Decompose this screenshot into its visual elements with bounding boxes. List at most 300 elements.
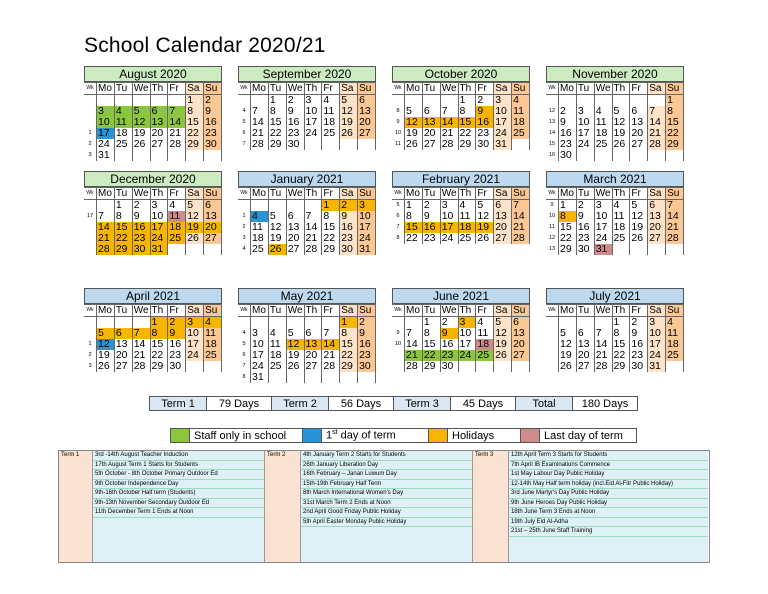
day-cell: 21	[132, 350, 150, 361]
event-item: 9th-16th October Half term (Students)	[93, 489, 264, 499]
month-grid	[238, 187, 376, 255]
week-number: 9	[392, 117, 405, 128]
term-label: Term 3	[473, 451, 509, 562]
day-cell: 3	[186, 317, 204, 329]
day-cell: 10	[150, 211, 168, 222]
day-cell: 10	[494, 106, 512, 117]
week-number	[546, 317, 559, 329]
week-number	[546, 95, 559, 107]
day-cell: 1	[405, 200, 423, 212]
day-cell: 30	[340, 244, 358, 255]
day-header: Tu	[422, 305, 440, 317]
day-cell: 12	[97, 339, 115, 350]
day-cell	[648, 244, 666, 255]
day-cell: 4	[268, 328, 286, 339]
summary-label: Term 3	[394, 397, 451, 411]
day-cell: 12	[340, 106, 358, 117]
month-calendar	[238, 288, 376, 383]
month-grid	[84, 187, 222, 255]
day-cell: 24	[494, 128, 512, 139]
day-cell: 15	[340, 339, 358, 350]
day-header: Su	[512, 188, 530, 200]
day-cell	[97, 200, 115, 212]
day-header: Su	[204, 83, 222, 95]
event-item: 18th June Term 3 Ends at Noon	[509, 508, 708, 518]
day-header: Mo	[251, 305, 269, 317]
day-cell: 7	[405, 328, 423, 339]
day-cell: 30	[630, 361, 648, 372]
week-number: 5	[392, 200, 405, 212]
event-item: 9th October Independence Day	[93, 480, 264, 490]
day-cell: 28	[168, 139, 186, 150]
day-cell: 19	[494, 339, 512, 350]
day-cell	[630, 244, 648, 255]
day-cell: 21	[304, 233, 322, 244]
day-header: Su	[358, 305, 376, 317]
day-cell: 5	[268, 211, 286, 222]
day-cell: 4	[476, 317, 494, 329]
day-cell: 3	[594, 200, 612, 212]
term2-events	[301, 451, 473, 562]
day-header: Fr	[630, 188, 648, 200]
day-cell: 15	[405, 222, 423, 233]
day-cell: 9	[422, 211, 440, 222]
day-cell	[304, 139, 322, 150]
day-cell: 23	[476, 128, 494, 139]
day-cell: 30	[476, 139, 494, 150]
day-cell: 17	[648, 339, 666, 350]
day-cell	[576, 317, 594, 329]
day-cell: 22	[559, 233, 577, 244]
day-cell: 29	[612, 361, 630, 372]
day-cell: 14	[322, 339, 340, 350]
day-cell: 29	[422, 361, 440, 372]
day-cell: 17	[304, 117, 322, 128]
day-cell	[150, 95, 168, 107]
day-cell: 22	[422, 350, 440, 361]
week-number: 1	[84, 128, 97, 139]
day-cell: 11	[512, 106, 530, 117]
day-header: We	[287, 188, 303, 199]
day-cell: 29	[186, 139, 204, 150]
week-number: 3	[84, 361, 97, 372]
day-header: Sa	[494, 83, 512, 95]
day-cell: 27	[576, 361, 594, 372]
week-number: 11	[392, 139, 405, 150]
day-cell: 9	[576, 211, 594, 222]
day-cell: 28	[666, 233, 684, 244]
day-cell: 24	[150, 233, 168, 244]
week-number: 12	[546, 233, 559, 244]
day-cell: 21	[405, 350, 423, 361]
day-cell: 2	[559, 106, 577, 117]
event-item: 3rd -14th August Teacher Induction	[93, 451, 264, 461]
day-cell: 10	[594, 211, 612, 222]
day-cell: 20	[422, 128, 440, 139]
day-header: Th	[304, 188, 322, 200]
day-cell	[168, 150, 186, 161]
day-cell: 11	[168, 211, 186, 222]
week-number: 10	[392, 339, 405, 350]
week-number: 3	[84, 150, 97, 161]
day-header: Th	[612, 188, 630, 200]
day-header: Wk	[238, 305, 251, 317]
day-cell: 15	[268, 117, 286, 128]
day-header: Tu	[422, 83, 440, 95]
week-number	[84, 117, 97, 128]
day-cell: 20	[304, 350, 322, 361]
day-cell	[114, 317, 132, 329]
day-cell: 23	[559, 139, 577, 150]
day-cell: 29	[268, 139, 286, 150]
day-cell	[186, 150, 204, 161]
day-cell: 6	[512, 317, 530, 329]
day-cell: 17	[458, 339, 476, 350]
day-header: Mo	[559, 188, 577, 200]
day-cell: 14	[648, 117, 666, 128]
week-number	[238, 95, 251, 107]
week-number	[546, 361, 559, 372]
day-cell: 10	[186, 328, 204, 339]
day-header: Tu	[268, 305, 286, 317]
day-cell: 9	[440, 328, 458, 339]
day-cell: 19	[559, 350, 577, 361]
day-cell: 5	[405, 106, 423, 117]
day-cell	[630, 95, 648, 107]
week-number: 10	[546, 211, 559, 222]
week-number: 6	[238, 350, 251, 361]
day-cell	[114, 150, 132, 161]
day-cell: 1	[458, 95, 476, 107]
day-header: Wk	[546, 188, 559, 200]
day-cell	[494, 361, 512, 372]
day-cell: 20	[286, 233, 304, 244]
summary-value: 79 Days	[207, 397, 272, 411]
day-header: Fr	[630, 305, 648, 317]
day-cell: 13	[576, 339, 594, 350]
day-cell	[186, 244, 204, 255]
day-header: Su	[512, 305, 530, 317]
day-cell: 19	[97, 350, 115, 361]
day-cell: 14	[666, 211, 684, 222]
day-cell: 31	[150, 244, 168, 255]
day-cell: 26	[630, 233, 648, 244]
term-label: Term 2	[265, 451, 301, 562]
day-cell: 27	[494, 233, 512, 244]
day-cell: 10	[251, 339, 269, 350]
day-cell	[150, 150, 168, 161]
day-header: Tu	[268, 188, 286, 200]
day-cell: 19	[286, 350, 304, 361]
day-cell: 7	[132, 328, 150, 339]
day-cell: 26	[494, 350, 512, 361]
day-cell: 18	[204, 339, 222, 350]
day-cell: 12	[630, 211, 648, 222]
day-header: Fr	[168, 305, 186, 317]
day-cell: 2	[422, 200, 440, 212]
day-cell: 25	[251, 244, 269, 255]
day-cell: 25	[268, 361, 286, 372]
day-header: Th	[304, 83, 322, 95]
day-cell	[476, 361, 494, 372]
day-cell: 6	[358, 95, 376, 107]
day-cell: 8	[458, 106, 476, 117]
day-cell: 21	[648, 128, 666, 139]
month-title: December 2020	[84, 171, 222, 187]
week-number: 5	[238, 339, 251, 350]
day-cell: 12	[186, 211, 204, 222]
event-item: 21st – 25th June Staff Training	[509, 527, 708, 537]
day-cell: 25	[476, 350, 494, 361]
day-header: Mo	[251, 188, 269, 200]
day-cell	[322, 372, 340, 383]
day-cell	[286, 317, 304, 329]
day-cell	[268, 200, 286, 212]
term1-events	[93, 451, 265, 562]
week-number	[546, 328, 559, 339]
day-cell: 18	[476, 339, 494, 350]
day-cell: 8	[268, 106, 286, 117]
legend-swatch-last-day	[521, 429, 540, 443]
event-item: 17th August Term 1 Starts for Students	[93, 461, 264, 471]
day-cell: 7	[304, 211, 322, 222]
day-cell	[286, 200, 304, 212]
week-number: 13	[546, 117, 559, 128]
day-cell	[422, 95, 440, 107]
day-cell: 23	[132, 233, 150, 244]
event-item: 26th January Liberation Day	[301, 461, 472, 471]
day-cell: 27	[422, 139, 440, 150]
day-cell: 3	[358, 200, 376, 212]
day-cell	[512, 139, 530, 150]
day-cell: 16	[559, 128, 577, 139]
day-cell: 14	[168, 117, 186, 128]
day-header: Wk	[392, 188, 405, 200]
day-cell: 23	[576, 233, 594, 244]
day-cell: 28	[132, 361, 150, 372]
day-cell: 25	[612, 233, 630, 244]
day-cell: 6	[204, 200, 222, 212]
day-cell	[97, 317, 115, 329]
day-header: We	[595, 305, 611, 316]
day-cell: 20	[358, 117, 376, 128]
day-header: Wk	[392, 305, 405, 317]
day-cell: 25	[168, 233, 186, 244]
day-cell: 14	[512, 211, 530, 222]
term3-events	[509, 451, 708, 562]
day-cell: 24	[440, 233, 458, 244]
month-grid	[546, 187, 684, 255]
day-cell: 8	[666, 106, 684, 117]
day-cell: 1	[268, 95, 286, 107]
day-cell: 8	[322, 211, 340, 222]
day-header: Sa	[340, 305, 358, 317]
day-header: Fr	[322, 83, 340, 95]
day-cell: 18	[268, 350, 286, 361]
day-header: Su	[666, 305, 684, 317]
day-cell: 13	[512, 328, 530, 339]
day-cell: 9	[204, 106, 222, 117]
day-cell: 17	[186, 339, 204, 350]
day-header: Fr	[322, 188, 340, 200]
day-cell: 30	[168, 361, 186, 372]
day-cell: 14	[405, 339, 423, 350]
day-cell: 29	[150, 361, 168, 372]
day-cell: 19	[186, 222, 204, 233]
day-cell: 15	[458, 117, 476, 128]
day-cell: 25	[322, 128, 340, 139]
day-cell: 1	[422, 317, 440, 329]
day-cell: 28	[322, 361, 340, 372]
day-header: Fr	[476, 188, 494, 200]
day-header: Su	[512, 83, 530, 95]
day-header: Tu	[268, 83, 286, 95]
day-cell: 5	[476, 200, 494, 212]
events-panel	[58, 450, 710, 563]
day-cell: 2	[358, 317, 376, 329]
day-cell: 26	[268, 244, 286, 255]
day-cell: 7	[251, 106, 269, 117]
day-cell	[322, 317, 340, 329]
day-header: Sa	[648, 188, 666, 200]
day-cell	[132, 95, 150, 107]
day-cell: 29	[340, 361, 358, 372]
day-cell: 27	[512, 350, 530, 361]
day-header: Wk	[392, 83, 405, 95]
day-cell: 22	[458, 128, 476, 139]
day-cell	[594, 150, 612, 161]
summary-value: 45 Days	[451, 397, 516, 411]
month-title: August 2020	[84, 66, 222, 82]
day-cell: 28	[97, 244, 115, 255]
month-title: November 2020	[546, 66, 684, 82]
event-item: 1st May Labour Day Public Holiday	[509, 470, 708, 480]
summary-label: Total	[516, 397, 573, 411]
day-cell	[559, 95, 577, 107]
day-cell: 7	[168, 106, 186, 117]
day-header: Mo	[559, 305, 577, 317]
week-number: 5	[238, 117, 251, 128]
day-cell: 9	[358, 328, 376, 339]
day-cell	[168, 95, 186, 107]
day-cell: 5	[494, 317, 512, 329]
day-cell	[594, 95, 612, 107]
day-cell: 4	[666, 317, 684, 329]
day-cell: 26	[97, 361, 115, 372]
day-header: We	[441, 305, 457, 316]
day-cell: 19	[132, 128, 150, 139]
day-cell: 3	[648, 317, 666, 329]
day-cell: 11	[594, 117, 612, 128]
week-number	[84, 95, 97, 107]
term-summary	[149, 396, 638, 411]
day-cell: 26	[132, 139, 150, 150]
day-cell: 10	[97, 117, 115, 128]
day-cell	[204, 361, 222, 372]
day-cell: 18	[251, 233, 269, 244]
week-number: 10	[392, 128, 405, 139]
day-cell: 26	[340, 128, 358, 139]
day-cell: 14	[251, 117, 269, 128]
event-item: 19th July Eid Al-Adha	[509, 518, 708, 528]
day-cell: 5	[132, 106, 150, 117]
day-cell: 16	[286, 117, 304, 128]
day-cell: 12	[559, 339, 577, 350]
legend-label-first-day: 1st day of term	[322, 429, 429, 443]
day-cell: 6	[150, 106, 168, 117]
week-number: 1	[238, 211, 251, 222]
event-item: 4th January Term 2 Starts for Students	[301, 451, 472, 461]
day-cell: 17	[358, 222, 376, 233]
month-title: May 2021	[238, 288, 376, 304]
day-cell: 30	[286, 139, 304, 150]
day-cell: 15	[666, 117, 684, 128]
event-item: 12th April Term 3 Starts for Students	[509, 451, 708, 461]
day-cell: 9	[168, 328, 186, 339]
day-header: Su	[204, 188, 222, 200]
day-cell: 19	[405, 128, 423, 139]
day-cell: 13	[286, 222, 304, 233]
day-cell: 2	[168, 317, 186, 329]
day-header: Th	[458, 305, 476, 317]
day-cell: 11	[204, 328, 222, 339]
day-cell: 30	[358, 361, 376, 372]
day-header: Sa	[494, 188, 512, 200]
month-calendar	[84, 171, 222, 255]
day-cell: 5	[612, 106, 630, 117]
week-number: 2	[238, 222, 251, 233]
day-cell: 28	[440, 139, 458, 150]
day-header: Su	[666, 188, 684, 200]
day-cell: 8	[186, 106, 204, 117]
day-header: Fr	[630, 83, 648, 95]
week-number: 4	[238, 106, 251, 117]
day-cell: 13	[204, 211, 222, 222]
day-cell: 5	[186, 200, 204, 212]
day-cell: 24	[304, 128, 322, 139]
day-cell: 1	[114, 200, 132, 212]
day-cell: 24	[594, 233, 612, 244]
day-cell: 31	[97, 150, 115, 161]
legend-label-holidays: Holidays	[448, 429, 521, 443]
day-cell: 15	[150, 339, 168, 350]
day-cell: 7	[666, 200, 684, 212]
month-calendar	[546, 288, 684, 372]
day-cell: 16	[132, 222, 150, 233]
day-cell: 24	[358, 233, 376, 244]
day-cell: 9	[286, 106, 304, 117]
day-cell	[612, 150, 630, 161]
day-cell: 4	[168, 200, 186, 212]
day-cell: 17	[576, 128, 594, 139]
day-cell	[576, 150, 594, 161]
event-item: 8th March International Women's Day	[301, 489, 472, 499]
day-cell: 23	[630, 350, 648, 361]
day-cell: 31	[358, 244, 376, 255]
day-cell: 30	[559, 150, 577, 161]
day-cell: 12	[612, 117, 630, 128]
day-cell: 24	[648, 350, 666, 361]
day-cell	[268, 372, 286, 383]
day-cell: 13	[358, 106, 376, 117]
day-cell: 27	[358, 128, 376, 139]
week-number: 6	[238, 128, 251, 139]
day-header: Tu	[114, 83, 132, 95]
day-header: Fr	[476, 305, 494, 317]
day-header: Th	[150, 305, 168, 317]
day-cell: 22	[405, 233, 423, 244]
week-number	[392, 350, 405, 361]
